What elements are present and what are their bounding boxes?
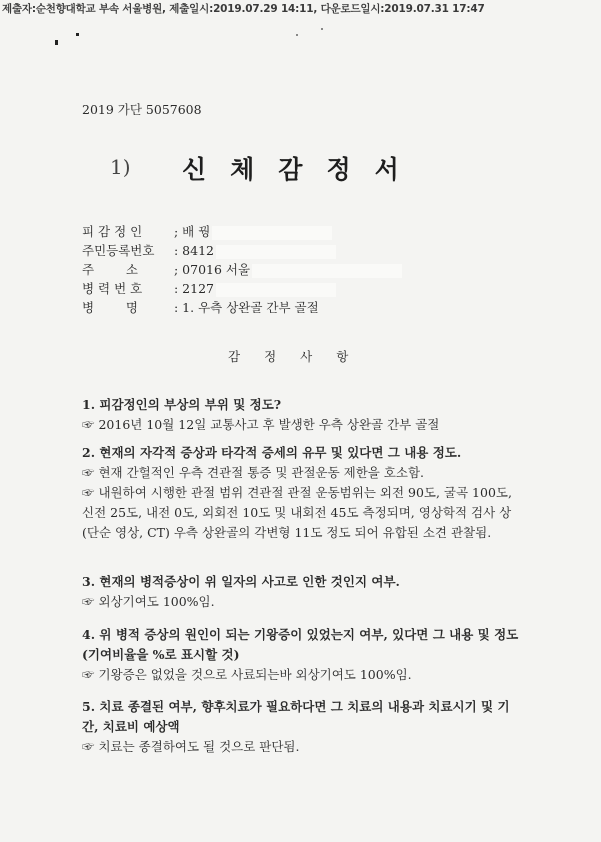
question-title: 2. 현재의 자각적 증상과 타각적 증세의 유무 및 있다면 그 내용 정도. — [82, 445, 462, 460]
info-row-diagnosis — [82, 298, 319, 316]
question-answer: ☞ 외상기여도 100%임. — [82, 594, 215, 609]
info-row-name — [82, 222, 332, 240]
info-label: 병 명 — [82, 300, 138, 315]
info-row-address — [82, 260, 402, 278]
submission-header: 제출자:순천향대학교 부속 서울병원, 제출일시:2019.07.29 14:11, 다운로드일시:2019.07.31 17:47 — [2, 3, 485, 15]
question-4 — [82, 625, 522, 685]
info-value: : 2127 — [174, 281, 214, 296]
scan-speck — [55, 40, 58, 45]
question-answer: ☞ 치료는 종결하여도 될 것으로 판단됨. — [82, 739, 300, 754]
document-title: 신체감정서 — [182, 155, 423, 184]
question-1 — [82, 395, 522, 435]
info-row-id — [82, 241, 336, 259]
scan-speck — [321, 28, 323, 30]
scan-speck — [296, 34, 298, 36]
question-answer: ☞ 2016년 10월 12일 교통사고 후 발생한 우측 상완골 간부 골절 — [82, 417, 440, 432]
question-title: 5. 치료 종결된 여부, 향후치료가 필요하다면 그 치료의 내용과 치료시기 및 기간, 치료비 예상액 — [82, 699, 510, 734]
question-5 — [82, 697, 522, 757]
info-label: 병 력 번 호 — [82, 281, 143, 296]
redaction-mask — [216, 245, 336, 259]
question-2 — [82, 443, 522, 543]
question-answer: ☞ 내원하여 시행한 관절 범위 견관절 관절 운동범위는 외전 90도, 굴곡 100도, 신전 25도, 내전 0도, 외회전 10도 및 내회전 45도 측정되며, 영상학적 검사 상(단순 영상, CT) 우측 상완골의 각변형 11도 정도 되어 유합된 소견 관찰됨. — [82, 485, 512, 540]
redaction-mask — [212, 226, 332, 240]
info-row-record — [82, 279, 336, 297]
question-answer: ☞ 기왕증은 없었을 것으로 사료되는바 외상기여도 100%임. — [82, 667, 412, 682]
case-number: 2019 가단 5057608 — [82, 102, 202, 117]
redaction-mask — [216, 283, 336, 297]
question-title: 4. 위 병적 증상의 원인이 되는 기왕증이 있었는지 여부, 있다면 그 내용 및 정도(기여비율을 %로 표시할 것) — [82, 627, 519, 662]
info-value: ; 배 꿩 — [174, 224, 211, 239]
question-answer: ☞ 현재 간헐적인 우측 견관절 통증 및 관절운동 제한을 호소함. — [82, 465, 425, 480]
redaction-mask — [252, 264, 402, 278]
title-mark: 1) — [110, 155, 131, 179]
section-heading: 감정사항 — [228, 349, 373, 364]
question-title: 3. 현재의 병적증상이 위 일자의 사고로 인한 것인지 여부. — [82, 574, 400, 589]
info-label: 피 감 정 인 — [82, 224, 143, 239]
scan-speck — [76, 33, 79, 36]
info-label: 주 소 — [82, 262, 138, 277]
info-label: 주민등록번호 — [82, 243, 155, 258]
info-value: : 1. 우측 상완골 간부 골절 — [174, 300, 319, 315]
info-value: : 8412 — [174, 243, 214, 258]
info-value: ; 07016 서울 — [174, 262, 251, 277]
question-title: 1. 피감정인의 부상의 부위 및 정도? — [82, 397, 282, 412]
question-3 — [82, 572, 522, 612]
